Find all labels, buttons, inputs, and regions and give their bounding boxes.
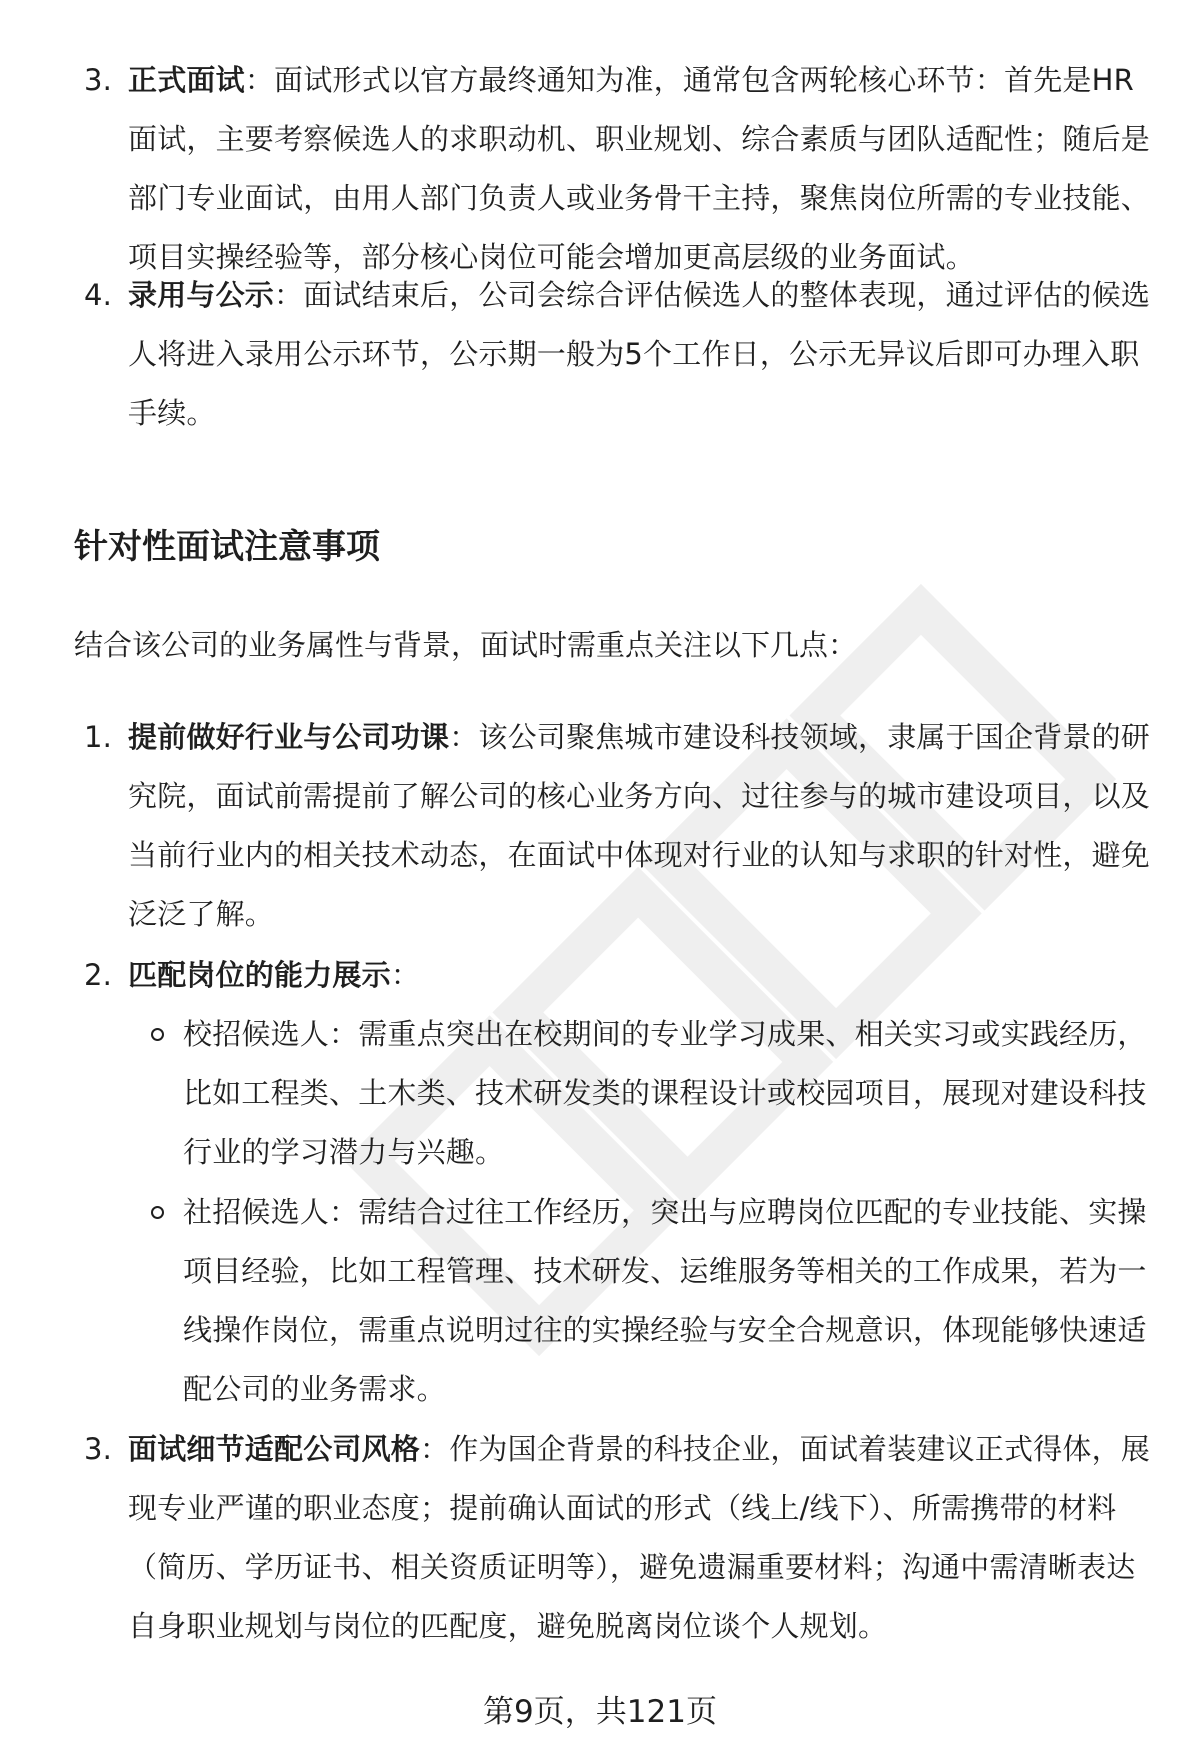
list-number: 4. bbox=[84, 278, 113, 312]
circle-bullet-icon bbox=[151, 1206, 164, 1219]
item-title: 面试细节适配公司风格 bbox=[128, 1432, 421, 1466]
item-body: ：该公司聚焦城市建设科技领域，隶属于国企背景的研究院，面试前需提前了解公司的核心业务方向、过往参与的城市建设项目，以及当前行业内的相关技术动态，在面试中体现对行业的认知与求职的针对性，避免泛泛了解。 bbox=[128, 720, 1151, 931]
sub-list-item-campus bbox=[183, 1005, 1158, 1182]
item-title: 正式面试 bbox=[128, 63, 245, 97]
list-number: 1. bbox=[84, 720, 113, 754]
list-item-formal-interview bbox=[84, 51, 1158, 287]
item-title: 匹配岗位的能力展示 bbox=[128, 958, 391, 992]
list-item-industry-homework bbox=[84, 708, 1158, 944]
item-body: ： bbox=[390, 958, 421, 992]
item-body: ：面试形式以官方最终通知为准，通常包含两轮核心环节：首先是HR面试，主要考察候选人的求职动机、职业规划、综合素质与团队适配性；随后是部门专业面试，由用人部门负责人或业务骨干主持，聚焦岗位所需的专业技能、项目实操经验等，部分核心岗位可能会增加更高层级的业务面试。 bbox=[128, 63, 1151, 274]
list-item-hiring-announcement bbox=[84, 266, 1158, 443]
list-number: 3. bbox=[84, 63, 113, 97]
list-number: 2. bbox=[84, 958, 113, 992]
item-body: ：面试结束后，公司会综合评估候选人的整体表现，通过评估的候选人将进入录用公示环节，公示期一般为5个工作日，公示无异议后即可办理入职手续。 bbox=[128, 278, 1151, 430]
sub-item-text: 校招候选人：需重点突出在校期间的专业学习成果、相关实习或实践经历，比如工程类、土木类、技术研发类的课程设计或校园项目，展现对建设科技行业的学习潜力与兴趣。 bbox=[183, 1017, 1147, 1169]
item-title: 录用与公示 bbox=[128, 278, 275, 312]
item-body: ：作为国企背景的科技企业，面试着装建议正式得体，展现专业严谨的职业态度；提前确认面试的形式（线上/线下）、所需携带的材料（简历、学历证书、相关资质证明等），避免遗漏重要材料；沟通中需清晰表达自身职业规划与岗位的匹配度，避免脱离岗位谈个人规划。 bbox=[128, 1432, 1151, 1643]
list-number: 3. bbox=[84, 1432, 113, 1466]
page-number-footer: 第9页，共121页 bbox=[483, 1694, 717, 1730]
list-item-ability-showcase bbox=[84, 946, 1158, 1005]
circle-bullet-icon bbox=[151, 1028, 164, 1041]
list-item-interview-details bbox=[84, 1420, 1158, 1656]
section-intro: 结合该公司的业务属性与背景，面试时需重点关注以下几点： bbox=[74, 628, 858, 662]
sub-list-item-social bbox=[183, 1183, 1158, 1419]
sub-item-text: 社招候选人：需结合过往工作经历，突出与应聘岗位匹配的专业技能、实操项目经验，比如工程管理、技术研发、运维服务等相关的工作成果，若为一线操作岗位，需重点说明过往的实操经验与安全合规意识，体现能够快速适配公司的业务需求。 bbox=[183, 1195, 1147, 1406]
item-title: 提前做好行业与公司功课 bbox=[128, 720, 450, 754]
section-heading: 针对性面试注意事项 bbox=[74, 527, 380, 567]
